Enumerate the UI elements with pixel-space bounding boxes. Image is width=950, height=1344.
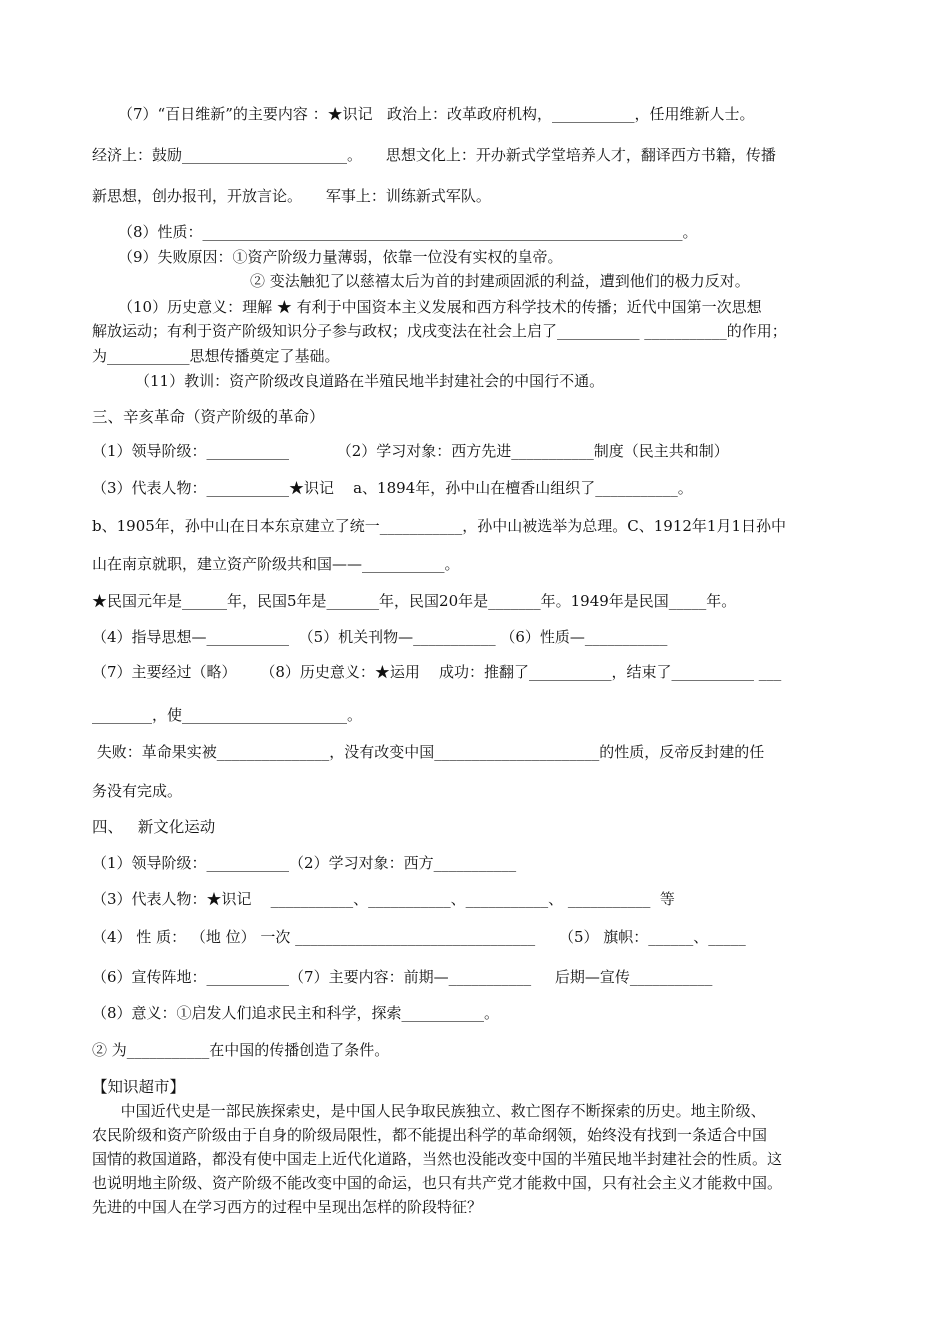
text-line: ________，使______________________。 [92,706,363,724]
text-line: 中国近代史是一部民族探索史，是中国人民争取民族独立、救亡图存不断探索的历史。地主阶级、 [92,1102,766,1120]
text-line: 先进的中国人在学习西方的过程中呈现出怎样的阶段特征？ [92,1198,483,1216]
section-heading: 四、 新文化运动 [92,818,216,836]
text-line: 失败：革命果实被_______________，没有改变中国______________________的性质，反帝反封建的任 [92,743,765,761]
text-line: b、1905年，孙中山在日本东京建立了统一___________，孙中山被选举为总理。C、1912年1月1日孙中 [92,517,787,535]
text-line: 经济上：鼓励______________________。 思想文化上：开办新式学堂培养人才，翻译西方书籍，传播 [92,146,776,164]
text-line: ★民国元年是______年，民国5年是_______年，民国20年是_______年。1949年是民国_____年。 [92,592,737,610]
text-line: 也说明地主阶级、资产阶级不能改变中国的命运，也只有共产党才能救中国，只有社会主义才能救中国。 [92,1174,783,1192]
text-line: （8）性质：________________________________________________________________。 [118,223,698,241]
text-line: 为___________思想传播奠定了基础。 [92,347,340,365]
text-line: （11）教训：资产阶级改良道路在半殖民地半封建社会的中国行不通。 [135,372,605,390]
text-line: 山在南京就职，建立资产阶级共和国——___________。 [92,555,460,573]
text-line: （3）代表人物：★识记 ___________、___________、___________、 ___________ 等 [92,890,675,908]
text-line: 务没有完成。 [92,782,183,800]
text-line: ② 变法触犯了以慈禧太后为首的封建顽固派的利益，遭到他们的极力反对。 [250,272,750,290]
section-heading: 【知识超市】 [92,1078,186,1096]
text-line: 国情的救国道路，都没有使中国走上近代化道路，当然也没能改变中国的半殖民地半封建社会的性质。这 [92,1150,783,1168]
text-line: （1）领导阶级：___________ （2）学习对象：西方先进___________制度（民主共和制） [92,442,729,460]
text-line: （8）意义：①启发人们追求民主和科学，探索___________。 [92,1004,500,1022]
text-line: （6）宣传阵地：___________（7）主要内容：前期—___________ 后期—宣传___________ [92,968,713,986]
text-line: （10）历史意义：理解 ★ 有利于中国资本主义发展和西方科学技术的传播；近代中国第一次思想 [118,298,762,316]
text-line: （7）“百日维新”的主要内容 ：★识记 政治上：改革政府机构，___________，任用维新人士。 [118,105,755,123]
text-line: （3）代表人物：___________★识记 a、1894年，孙中山在檀香山组织了___________。 [92,479,693,497]
text-line: 解放运动；有利于资产阶级知识分子参与政权；戊戌变法在社会上启了___________ ___________的作用； [92,322,787,340]
section-heading: 三、辛亥革命（资产阶级的革命） [92,408,325,426]
text-line: （9）失败原因：①资产阶级力量薄弱，依靠一位没有实权的皇帝。 [118,248,563,266]
text-line: （4） 性 质： （地 位） 一次 ________________________________ （5） 旗帜：______、_____ [92,928,746,946]
text-line: （7）主要经过（略） （8）历史意义：★运用 成功：推翻了___________，结束了___________ ___ [92,663,782,681]
text-line: 新思想，创办报刊，开放言论。 军事上：训练新式军队。 [92,187,491,205]
text-line: ② 为___________在中国的传播创造了条件。 [92,1041,390,1059]
text-line: 农民阶级和资产阶级由于自身的阶级局限性，都不能提出科学的革命纲领，始终没有找到一条适合中国 [92,1126,768,1144]
text-line: （4）指导思想—___________ （5）机关刊物—___________ （6）性质—___________ [92,628,668,646]
text-line: （1）领导阶级：___________（2）学习对象：西方___________ [92,854,517,872]
